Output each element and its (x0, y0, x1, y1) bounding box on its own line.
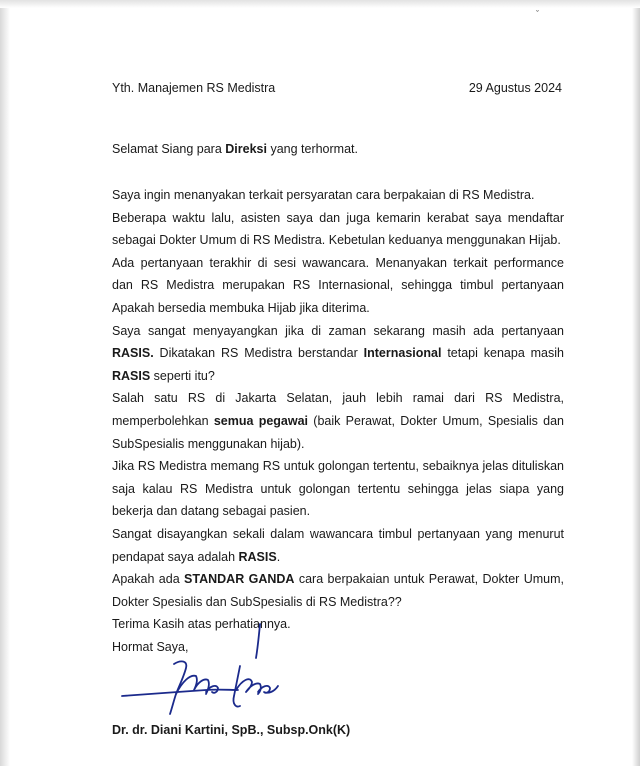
signer-name: Dr. dr. Diani Kartini, SpB., Subsp.Onk(K) (112, 723, 351, 737)
p5-text-2: (baik Perawat, Dokter Umum, Spesialis dan SubSpesialis menggunakan hijab). (112, 413, 565, 451)
paragraph-1: Saya ingin menanyakan terkait persyaratan cara berpakaian di RS Medistra. (112, 188, 535, 202)
paragraph-6: Jika RS Medistra memang RS untuk golongan tertentu, sebaiknya jelas dituliskan saja kalau RS Medistra untuk golongan tertentu sehingga jelas siapa yang bekerja dan datang sebagai pasien. (112, 459, 564, 519)
handwritten-signature (118, 620, 298, 720)
letter-body (112, 184, 564, 636)
paragraph-5 (112, 387, 564, 455)
scan-edge-left (0, 0, 10, 766)
letter-header (112, 80, 562, 96)
p7-text-1: Sangat disayangkan sekali dalam wawancara timbul pertanyaan yang menurut pendapat saya adalah (112, 526, 564, 564)
paragraph-9: Terima Kasih atas perhatiannya. (112, 617, 291, 632)
p7-bold-1: RASIS (238, 549, 277, 564)
paragraph-4 (112, 320, 564, 388)
scan-edge-top (0, 0, 640, 8)
greeting-bold: Direksi (225, 142, 267, 156)
p7-text-2: . (276, 549, 281, 564)
scan-edge-right (632, 0, 640, 766)
paragraph-2: Beberapa waktu lalu, asisten saya dan juga kemarin kerabat saya mendaftar sebagai Dokter Umum di RS Medistra. Kebetulan keduanya menggunakan Hijab. (112, 210, 564, 248)
paragraph-8 (112, 568, 564, 613)
greeting-text-end: yang terhormat. (266, 142, 358, 156)
closing-salutation: Hormat Saya, (112, 640, 189, 654)
p4-text-2: Dikatakan RS Medistra berstandar (153, 346, 364, 361)
p4-text-1: Saya sangat menyayangkan jika di zaman sekarang masih ada pertanyaan (112, 323, 564, 338)
p8-text-2: cara berpakaian untuk Perawat, Dokter Umum, Dokter Spesialis dan SubSpesialis di RS Medistra?? (112, 572, 564, 609)
letter-date: 29 Agustus 2024 (468, 81, 562, 95)
p4-bold-1: RASIS. (112, 346, 154, 361)
paragraph-3: Ada pertanyaan terakhir di sesi wawancara. Menanyakan terkait performance dan RS Medistra merupakan RS Internasional, sehingga timbul pertanyaan Apakah bersedia membuka Hijab jika diterima. (112, 255, 564, 315)
p8-bold-1: STANDAR GANDA (184, 572, 295, 587)
greeting (112, 141, 562, 157)
paragraph-7 (112, 523, 564, 568)
p4-bold-2: Internasional (363, 346, 442, 361)
p5-text-1: Salah satu RS di Jakarta Selatan, jauh lebih ramai dari RS Medistra, memperbolehkan (112, 391, 564, 428)
p8-text-1: Apakah ada (112, 572, 185, 587)
p4-text-3: tetapi kenapa masih (441, 346, 564, 361)
scan-speck: ˇ (536, 9, 539, 19)
greeting-text-start: Selamat Siang para (112, 142, 226, 156)
signature-strokes (122, 624, 278, 714)
p5-bold-1: semua pegawai (213, 413, 309, 428)
recipient: Yth. Manajemen RS Medistra (112, 81, 276, 95)
p4-text-4: seperti itu? (150, 368, 215, 383)
p4-bold-3: RASIS (112, 368, 151, 383)
